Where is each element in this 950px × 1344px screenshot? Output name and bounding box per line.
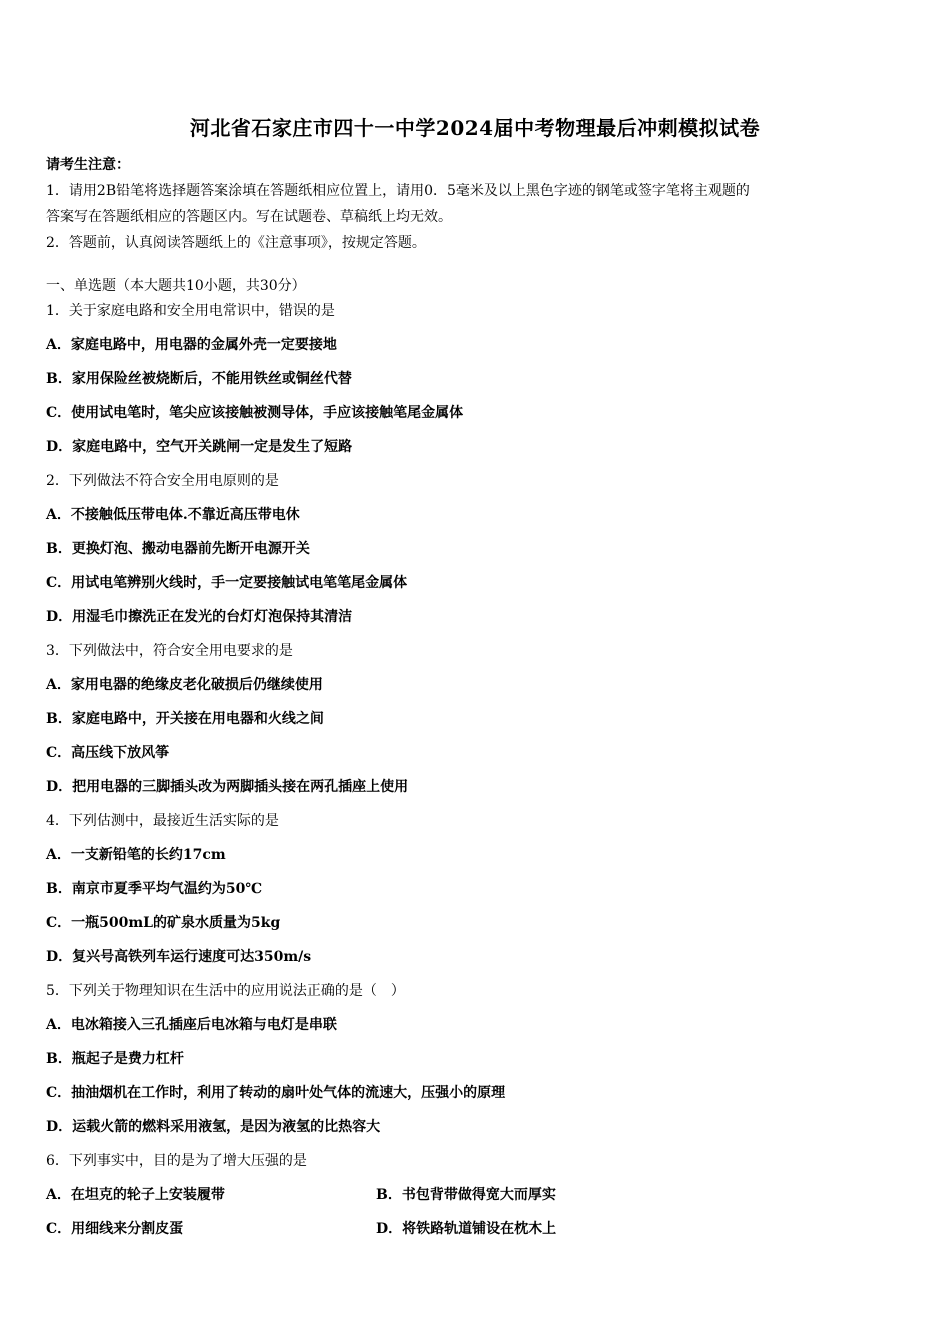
question-5-stem: 5．下列关于物理知识在生活中的应用说法正确的是（ ） — [46, 983, 405, 999]
question-1-option-d: D．家庭电路中，空气开关跳闸一定是发生了短路 — [46, 439, 353, 455]
question-3-option-b: B．家庭电路中，开关接在用电器和火线之间 — [46, 711, 324, 727]
notice-item-1-line-2: 答案写在答题纸相应的答题区内。写在试题卷、草稿纸上均无效。 — [46, 209, 452, 225]
question-3-stem: 3．下列做法中，符合安全用电要求的是 — [46, 643, 293, 659]
question-list — [46, 298, 906, 1250]
question-3-option-c: C．高压线下放风筝 — [46, 745, 170, 761]
question-6-option-c: C．用细线来分割皮蛋 — [46, 1221, 184, 1237]
question-1-option-c: C．使用试电笔时，笔尖应该接触被测导体，手应该接触笔尾金属体 — [46, 405, 464, 421]
question-1-option-b: B．家用保险丝被烧断后，不能用铁丝或铜丝代替 — [46, 371, 352, 387]
question-1-option-a: A．家庭电路中，用电器的金属外壳一定要接地 — [46, 337, 337, 353]
question-6-option-d: D．将铁路轨道铺设在枕木上 — [376, 1221, 557, 1237]
question-5-option-d: D．运载火箭的燃料采用液氢，是因为液氢的比热容大 — [46, 1119, 381, 1135]
question-6-option-b: B．书包背带做得宽大而厚实 — [376, 1187, 556, 1203]
question-6-option-a: A．在坦克的轮子上安装履带 — [46, 1187, 225, 1203]
question-4-option-b: B．南京市夏季平均气温约为50℃ — [46, 881, 263, 897]
question-2-option-c: C．用试电笔辨别火线时，手一定要接触试电笔笔尾金属体 — [46, 575, 408, 591]
section-heading: 一、单选题（本大题共10小题，共30分） — [46, 278, 306, 294]
question-2-option-a: A．不接触低压带电体.不靠近高压带电休 — [46, 507, 300, 523]
question-6-stem: 6．下列事实中，目的是为了增大压强的是 — [46, 1153, 307, 1169]
question-4-option-d: D．复兴号高铁列车运行速度可达350m/s — [46, 949, 312, 965]
question-1-stem: 1．关于家庭电路和安全用电常识中，错误的是 — [46, 303, 335, 319]
question-5-option-c: C．抽油烟机在工作时，利用了转动的扇叶处气体的流速大，压强小的原理 — [46, 1085, 506, 1101]
question-3-option-a: A．家用电器的绝缘皮老化破损后仍继续使用 — [46, 677, 323, 693]
question-5-option-b: B．瓶起子是费力杠杆 — [46, 1051, 184, 1067]
question-6-options-row-1 — [46, 1182, 906, 1216]
question-2-option-d: D．用湿毛巾擦洗正在发光的台灯灯泡保持其清洁 — [46, 609, 353, 625]
question-5-option-a: A．电冰箱接入三孔插座后电冰箱与电灯是串联 — [46, 1017, 337, 1033]
page-title: 河北省石家庄市四十一中学2024届中考物理最后冲刺模拟试卷 — [189, 116, 761, 140]
question-4-option-c: C．一瓶500mL的矿泉水质量为5kg — [46, 915, 281, 931]
notice-item-1-line-1: 1．请用2B铅笔将选择题答案涂填在答题纸相应位置上，请用0．5毫米及以上黑色字迹的钢笔或签字笔将主观题的 — [46, 183, 750, 199]
question-3-option-d: D．把用电器的三脚插头改为两脚插头接在两孔插座上使用 — [46, 779, 409, 795]
question-6-options-row-2 — [46, 1216, 906, 1250]
question-4-option-a: A．一支新铅笔的长约17cm — [46, 847, 226, 863]
question-2-option-b: B．更换灯泡、搬动电器前先断开电源开关 — [46, 541, 310, 557]
notice-block — [46, 152, 906, 256]
notice-item-2: 2．答题前，认真阅读答题纸上的《注意事项》，按规定答题。 — [46, 235, 426, 251]
question-2-stem: 2．下列做法不符合安全用电原则的是 — [46, 473, 279, 489]
notice-heading: 请考生注意： — [46, 157, 130, 173]
question-4-stem: 4．下列估测中，最接近生活实际的是 — [46, 813, 279, 829]
